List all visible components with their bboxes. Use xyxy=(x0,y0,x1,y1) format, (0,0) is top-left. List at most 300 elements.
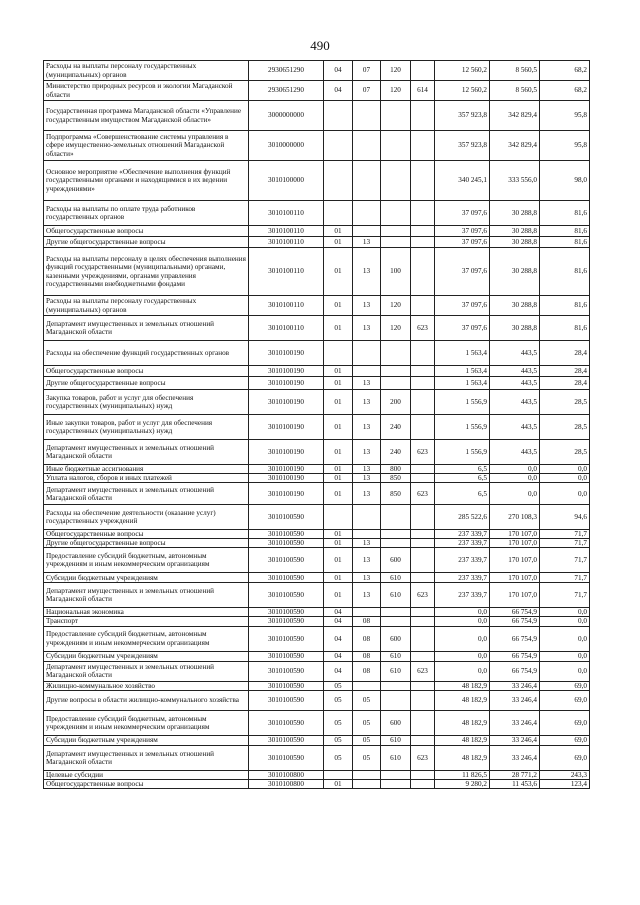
expense-type-cell xyxy=(381,617,411,626)
section-cell xyxy=(324,341,353,366)
planned-amount-cell: 37 097,6 xyxy=(435,248,490,296)
section-cell: 01 xyxy=(324,465,353,474)
row-name-cell: Иные закупки товаров, работ и услуг для обеспечения государственных (муниципальных) нужд xyxy=(44,415,249,440)
target-article-cell: 3010100590 xyxy=(249,710,324,735)
table-row xyxy=(44,530,590,539)
planned-amount-cell: 6,5 xyxy=(435,483,490,505)
section-cell: 04 xyxy=(324,617,353,626)
table-row xyxy=(44,505,590,530)
administrator-cell xyxy=(411,248,435,296)
section-cell: 01 xyxy=(324,483,353,505)
subsection-cell xyxy=(353,101,381,131)
table-row xyxy=(44,366,590,377)
administrator-cell xyxy=(411,226,435,237)
planned-amount-cell: 1 563,4 xyxy=(435,341,490,366)
administrator-cell xyxy=(411,390,435,415)
expense-type-cell xyxy=(381,681,411,690)
section-cell xyxy=(324,201,353,226)
target-article-cell: 3010100800 xyxy=(249,779,324,788)
row-name-cell: Департамент имущественных и земельных отношений Магаданской области xyxy=(44,440,249,465)
table-row xyxy=(44,745,590,770)
table-row xyxy=(44,483,590,505)
actual-amount-cell: 30 288,8 xyxy=(490,296,540,316)
target-article-cell: 2930651290 xyxy=(249,61,324,81)
administrator-cell: 623 xyxy=(411,661,435,681)
administrator-cell: 623 xyxy=(411,440,435,465)
administrator-cell xyxy=(411,377,435,390)
row-name-cell: Предоставление субсидий бюджетным, автономным учреждениям и иным некоммерческим организациям xyxy=(44,626,249,651)
row-name-cell: Департамент имущественных и земельных отношений Магаданской области xyxy=(44,661,249,681)
administrator-cell xyxy=(411,296,435,316)
section-cell: 05 xyxy=(324,735,353,745)
actual-amount-cell: 443,5 xyxy=(490,415,540,440)
row-name-cell: Субсидии бюджетным учреждениям xyxy=(44,651,249,661)
expense-type-cell xyxy=(381,377,411,390)
target-article-cell: 3010100590 xyxy=(249,661,324,681)
actual-amount-cell: 342 829,4 xyxy=(490,101,540,131)
administrator-cell: 623 xyxy=(411,745,435,770)
section-cell: 01 xyxy=(324,539,353,548)
administrator-cell xyxy=(411,651,435,661)
expense-type-cell: 240 xyxy=(381,440,411,465)
administrator-cell xyxy=(411,465,435,474)
row-name-cell: Расходы на выплаты персоналу государственных (муниципальных) органов xyxy=(44,296,249,316)
subsection-cell: 13 xyxy=(353,483,381,505)
percent-cell: 81,6 xyxy=(540,248,590,296)
target-article-cell: 3010100190 xyxy=(249,377,324,390)
subsection-cell: 13 xyxy=(353,539,381,548)
percent-cell: 68,2 xyxy=(540,81,590,101)
expense-type-cell xyxy=(381,366,411,377)
table-row xyxy=(44,440,590,465)
expense-type-cell: 610 xyxy=(381,661,411,681)
percent-cell: 95,8 xyxy=(540,101,590,131)
percent-cell: 0,0 xyxy=(540,617,590,626)
target-article-cell: 3010100590 xyxy=(249,735,324,745)
section-cell: 04 xyxy=(324,61,353,81)
row-name-cell: Другие общегосударственные вопросы xyxy=(44,377,249,390)
actual-amount-cell: 443,5 xyxy=(490,440,540,465)
row-name-cell: Предоставление субсидий бюджетным, автономным учреждениям и иным некоммерческим организациям xyxy=(44,548,249,573)
table-row xyxy=(44,341,590,366)
table-row xyxy=(44,237,590,248)
percent-cell: 28,4 xyxy=(540,366,590,377)
target-article-cell: 3010100590 xyxy=(249,583,324,608)
section-cell: 01 xyxy=(324,583,353,608)
section-cell: 01 xyxy=(324,440,353,465)
planned-amount-cell: 12 560,2 xyxy=(435,61,490,81)
planned-amount-cell: 37 097,6 xyxy=(435,201,490,226)
section-cell xyxy=(324,770,353,779)
percent-cell: 81,6 xyxy=(540,296,590,316)
percent-cell: 94,6 xyxy=(540,505,590,530)
table-row xyxy=(44,735,590,745)
section-cell: 01 xyxy=(324,237,353,248)
section-cell: 01 xyxy=(324,779,353,788)
expense-type-cell xyxy=(381,201,411,226)
row-name-cell: Уплата налогов, сборов и иных платежей xyxy=(44,474,249,483)
row-name-cell: Субсидии бюджетным учреждениям xyxy=(44,735,249,745)
percent-cell: 28,4 xyxy=(540,341,590,366)
actual-amount-cell: 33 246,4 xyxy=(490,690,540,710)
expense-type-cell: 120 xyxy=(381,296,411,316)
section-cell: 01 xyxy=(324,377,353,390)
row-name-cell: Общегосударственные вопросы xyxy=(44,530,249,539)
administrator-cell xyxy=(411,131,435,161)
planned-amount-cell: 37 097,6 xyxy=(435,316,490,341)
subsection-cell: 05 xyxy=(353,710,381,735)
expense-type-cell xyxy=(381,539,411,548)
percent-cell: 95,8 xyxy=(540,131,590,161)
section-cell: 05 xyxy=(324,710,353,735)
row-name-cell: Министерство природных ресурсов и экологии Магаданской области xyxy=(44,81,249,101)
row-name-cell: Другие общегосударственные вопросы xyxy=(44,539,249,548)
percent-cell: 28,5 xyxy=(540,390,590,415)
section-cell: 01 xyxy=(324,573,353,583)
subsection-cell xyxy=(353,131,381,161)
administrator-cell xyxy=(411,161,435,201)
table-row xyxy=(44,690,590,710)
table-row xyxy=(44,390,590,415)
target-article-cell: 3010100190 xyxy=(249,465,324,474)
target-article-cell: 3010100110 xyxy=(249,316,324,341)
subsection-cell: 13 xyxy=(353,440,381,465)
subsection-cell: 13 xyxy=(353,583,381,608)
actual-amount-cell: 66 754,9 xyxy=(490,661,540,681)
section-cell: 01 xyxy=(324,530,353,539)
target-article-cell: 3010100590 xyxy=(249,608,324,617)
table-row xyxy=(44,548,590,573)
section-cell: 01 xyxy=(324,366,353,377)
subsection-cell xyxy=(353,505,381,530)
administrator-cell xyxy=(411,201,435,226)
page-number: 490 xyxy=(310,38,330,53)
row-name-cell: Департамент имущественных и земельных отношений Магаданской области xyxy=(44,583,249,608)
target-article-cell: 3010100590 xyxy=(249,617,324,626)
actual-amount-cell: 66 754,9 xyxy=(490,651,540,661)
table-row xyxy=(44,573,590,583)
administrator-cell xyxy=(411,735,435,745)
budget-table xyxy=(43,60,590,789)
administrator-cell xyxy=(411,530,435,539)
administrator-cell xyxy=(411,505,435,530)
table-row xyxy=(44,377,590,390)
subsection-cell xyxy=(353,770,381,779)
administrator-cell: 623 xyxy=(411,583,435,608)
subsection-cell: 13 xyxy=(353,415,381,440)
row-name-cell: Расходы на обеспечение функций государственных органов xyxy=(44,341,249,366)
row-name-cell: Предоставление субсидий бюджетным, автономным учреждениям и иным некоммерческим организациям xyxy=(44,710,249,735)
row-name-cell: Департамент имущественных и земельных отношений Магаданской области xyxy=(44,316,249,341)
target-article-cell: 3010100800 xyxy=(249,770,324,779)
administrator-cell xyxy=(411,474,435,483)
subsection-cell xyxy=(353,161,381,201)
administrator-cell xyxy=(411,690,435,710)
percent-cell: 0,0 xyxy=(540,608,590,617)
expense-type-cell: 120 xyxy=(381,316,411,341)
row-name-cell: Транспорт xyxy=(44,617,249,626)
percent-cell: 69,0 xyxy=(540,735,590,745)
subsection-cell: 08 xyxy=(353,626,381,651)
expense-type-cell: 240 xyxy=(381,415,411,440)
subsection-cell xyxy=(353,341,381,366)
target-article-cell: 3010100590 xyxy=(249,530,324,539)
actual-amount-cell: 30 288,8 xyxy=(490,316,540,341)
table-row xyxy=(44,296,590,316)
percent-cell: 69,0 xyxy=(540,681,590,690)
planned-amount-cell: 1 563,4 xyxy=(435,377,490,390)
planned-amount-cell: 6,5 xyxy=(435,474,490,483)
actual-amount-cell: 333 556,0 xyxy=(490,161,540,201)
section-cell xyxy=(324,161,353,201)
table-row xyxy=(44,161,590,201)
expense-type-cell xyxy=(381,161,411,201)
expense-type-cell: 610 xyxy=(381,583,411,608)
actual-amount-cell: 30 288,8 xyxy=(490,201,540,226)
table-row xyxy=(44,101,590,131)
expense-type-cell xyxy=(381,341,411,366)
planned-amount-cell: 37 097,6 xyxy=(435,237,490,248)
subsection-cell: 08 xyxy=(353,651,381,661)
table-row xyxy=(44,651,590,661)
row-name-cell: Целевые субсидии xyxy=(44,770,249,779)
target-article-cell: 3010100590 xyxy=(249,690,324,710)
actual-amount-cell: 33 246,4 xyxy=(490,710,540,735)
table-row xyxy=(44,226,590,237)
subsection-cell: 07 xyxy=(353,81,381,101)
expense-type-cell: 610 xyxy=(381,745,411,770)
expense-type-cell: 600 xyxy=(381,548,411,573)
planned-amount-cell: 357 923,8 xyxy=(435,131,490,161)
administrator-cell: 623 xyxy=(411,316,435,341)
actual-amount-cell: 11 453,6 xyxy=(490,779,540,788)
subsection-cell: 05 xyxy=(353,735,381,745)
planned-amount-cell: 237 339,7 xyxy=(435,548,490,573)
table-row xyxy=(44,316,590,341)
section-cell: 01 xyxy=(324,390,353,415)
target-article-cell: 3000000000 xyxy=(249,101,324,131)
table-row xyxy=(44,626,590,651)
administrator-cell xyxy=(411,573,435,583)
actual-amount-cell: 66 754,9 xyxy=(490,626,540,651)
budget-table-body xyxy=(44,61,590,789)
row-name-cell: Общегосударственные вопросы xyxy=(44,779,249,788)
expense-type-cell xyxy=(381,608,411,617)
section-cell: 01 xyxy=(324,548,353,573)
row-name-cell: Департамент имущественных и земельных отношений Магаданской области xyxy=(44,483,249,505)
planned-amount-cell: 48 182,9 xyxy=(435,681,490,690)
administrator-cell xyxy=(411,61,435,81)
planned-amount-cell: 0,0 xyxy=(435,661,490,681)
target-article-cell: 3010100190 xyxy=(249,474,324,483)
section-cell: 01 xyxy=(324,248,353,296)
subsection-cell: 05 xyxy=(353,745,381,770)
actual-amount-cell: 30 288,8 xyxy=(490,248,540,296)
percent-cell: 81,6 xyxy=(540,226,590,237)
table-row xyxy=(44,81,590,101)
percent-cell: 71,7 xyxy=(540,583,590,608)
planned-amount-cell: 1 556,9 xyxy=(435,440,490,465)
expense-type-cell xyxy=(381,237,411,248)
subsection-cell xyxy=(353,779,381,788)
administrator-cell xyxy=(411,617,435,626)
target-article-cell: 3010100190 xyxy=(249,366,324,377)
administrator-cell xyxy=(411,415,435,440)
administrator-cell xyxy=(411,548,435,573)
table-row xyxy=(44,779,590,788)
actual-amount-cell: 170 107,0 xyxy=(490,530,540,539)
percent-cell: 243,3 xyxy=(540,770,590,779)
row-name-cell: Государственная программа Магаданской области «Управление государственным имуществом Магаданской области» xyxy=(44,101,249,131)
expense-type-cell xyxy=(381,779,411,788)
percent-cell: 81,6 xyxy=(540,316,590,341)
target-article-cell: 3010100590 xyxy=(249,651,324,661)
actual-amount-cell: 30 288,8 xyxy=(490,226,540,237)
target-article-cell: 3010100110 xyxy=(249,237,324,248)
section-cell: 04 xyxy=(324,608,353,617)
section-cell: 04 xyxy=(324,626,353,651)
table-row xyxy=(44,770,590,779)
actual-amount-cell: 0,0 xyxy=(490,483,540,505)
row-name-cell: Общегосударственные вопросы xyxy=(44,366,249,377)
administrator-cell xyxy=(411,341,435,366)
section-cell xyxy=(324,505,353,530)
planned-amount-cell: 285 522,6 xyxy=(435,505,490,530)
actual-amount-cell: 30 288,8 xyxy=(490,237,540,248)
table-row xyxy=(44,131,590,161)
actual-amount-cell: 66 754,9 xyxy=(490,617,540,626)
administrator-cell: 623 xyxy=(411,483,435,505)
target-article-cell: 3010100590 xyxy=(249,539,324,548)
actual-amount-cell: 33 246,4 xyxy=(490,745,540,770)
planned-amount-cell: 237 339,7 xyxy=(435,530,490,539)
table-row xyxy=(44,61,590,81)
planned-amount-cell: 0,0 xyxy=(435,651,490,661)
section-cell: 05 xyxy=(324,745,353,770)
section-cell: 01 xyxy=(324,474,353,483)
percent-cell: 81,6 xyxy=(540,201,590,226)
table-row xyxy=(44,617,590,626)
row-name-cell: Департамент имущественных и земельных отношений Магаданской области xyxy=(44,745,249,770)
expense-type-cell xyxy=(381,131,411,161)
percent-cell: 0,0 xyxy=(540,483,590,505)
percent-cell: 71,7 xyxy=(540,548,590,573)
target-article-cell: 3010100190 xyxy=(249,390,324,415)
expense-type-cell xyxy=(381,101,411,131)
actual-amount-cell: 270 108,3 xyxy=(490,505,540,530)
section-cell: 04 xyxy=(324,661,353,681)
section-cell: 01 xyxy=(324,415,353,440)
actual-amount-cell: 8 560,5 xyxy=(490,61,540,81)
percent-cell: 71,7 xyxy=(540,530,590,539)
row-name-cell: Расходы на выплаты по оплате труда работников государственных органов xyxy=(44,201,249,226)
target-article-cell: 3010000000 xyxy=(249,131,324,161)
administrator-cell xyxy=(411,539,435,548)
table-row xyxy=(44,539,590,548)
actual-amount-cell: 342 829,4 xyxy=(490,131,540,161)
actual-amount-cell: 443,5 xyxy=(490,377,540,390)
table-row xyxy=(44,681,590,690)
actual-amount-cell: 443,5 xyxy=(490,366,540,377)
row-name-cell: Иные бюджетные ассигнования xyxy=(44,465,249,474)
subsection-cell: 13 xyxy=(353,573,381,583)
actual-amount-cell: 66 754,9 xyxy=(490,608,540,617)
percent-cell: 71,7 xyxy=(540,539,590,548)
row-name-cell: Закупка товаров, работ и услуг для обеспечения государственных (муниципальных) нужд xyxy=(44,390,249,415)
table-row xyxy=(44,710,590,735)
target-article-cell: 3010100190 xyxy=(249,415,324,440)
planned-amount-cell: 0,0 xyxy=(435,608,490,617)
administrator-cell xyxy=(411,626,435,651)
section-cell: 05 xyxy=(324,690,353,710)
target-article-cell: 3010100190 xyxy=(249,341,324,366)
expense-type-cell: 610 xyxy=(381,651,411,661)
percent-cell: 0,0 xyxy=(540,474,590,483)
subsection-cell: 05 xyxy=(353,690,381,710)
actual-amount-cell: 33 246,4 xyxy=(490,681,540,690)
expense-type-cell: 610 xyxy=(381,735,411,745)
planned-amount-cell: 37 097,6 xyxy=(435,226,490,237)
section-cell xyxy=(324,101,353,131)
subsection-cell: 13 xyxy=(353,377,381,390)
administrator-cell xyxy=(411,779,435,788)
actual-amount-cell: 28 771,2 xyxy=(490,770,540,779)
actual-amount-cell: 33 246,4 xyxy=(490,735,540,745)
expense-type-cell: 800 xyxy=(381,465,411,474)
subsection-cell: 13 xyxy=(353,474,381,483)
expense-type-cell: 850 xyxy=(381,474,411,483)
subsection-cell: 08 xyxy=(353,617,381,626)
planned-amount-cell: 340 245,1 xyxy=(435,161,490,201)
planned-amount-cell: 9 280,2 xyxy=(435,779,490,788)
section-cell: 01 xyxy=(324,296,353,316)
actual-amount-cell: 170 107,0 xyxy=(490,573,540,583)
administrator-cell xyxy=(411,770,435,779)
planned-amount-cell: 48 182,9 xyxy=(435,710,490,735)
expense-type-cell xyxy=(381,505,411,530)
target-article-cell: 3010100000 xyxy=(249,161,324,201)
table-row xyxy=(44,201,590,226)
section-cell: 05 xyxy=(324,681,353,690)
subsection-cell xyxy=(353,681,381,690)
percent-cell: 98,0 xyxy=(540,161,590,201)
row-name-cell: Субсидии бюджетным учреждениям xyxy=(44,573,249,583)
percent-cell: 123,4 xyxy=(540,779,590,788)
subsection-cell: 13 xyxy=(353,248,381,296)
planned-amount-cell: 48 182,9 xyxy=(435,735,490,745)
administrator-cell xyxy=(411,681,435,690)
expense-type-cell: 600 xyxy=(381,710,411,735)
percent-cell: 69,0 xyxy=(540,710,590,735)
target-article-cell: 3010100110 xyxy=(249,201,324,226)
percent-cell: 81,6 xyxy=(540,237,590,248)
subsection-cell xyxy=(353,201,381,226)
administrator-cell xyxy=(411,366,435,377)
target-article-cell: 3010100590 xyxy=(249,505,324,530)
subsection-cell: 13 xyxy=(353,548,381,573)
planned-amount-cell: 1 556,9 xyxy=(435,390,490,415)
section-cell xyxy=(324,131,353,161)
row-name-cell: Другие общегосударственные вопросы xyxy=(44,237,249,248)
planned-amount-cell: 0,0 xyxy=(435,626,490,651)
row-name-cell: Другие вопросы в области жилищно-коммунального хозяйства xyxy=(44,690,249,710)
target-article-cell: 3010100110 xyxy=(249,248,324,296)
row-name-cell: Национальная экономика xyxy=(44,608,249,617)
planned-amount-cell: 1 563,4 xyxy=(435,366,490,377)
target-article-cell: 3010100110 xyxy=(249,296,324,316)
administrator-cell xyxy=(411,710,435,735)
section-cell: 04 xyxy=(324,651,353,661)
